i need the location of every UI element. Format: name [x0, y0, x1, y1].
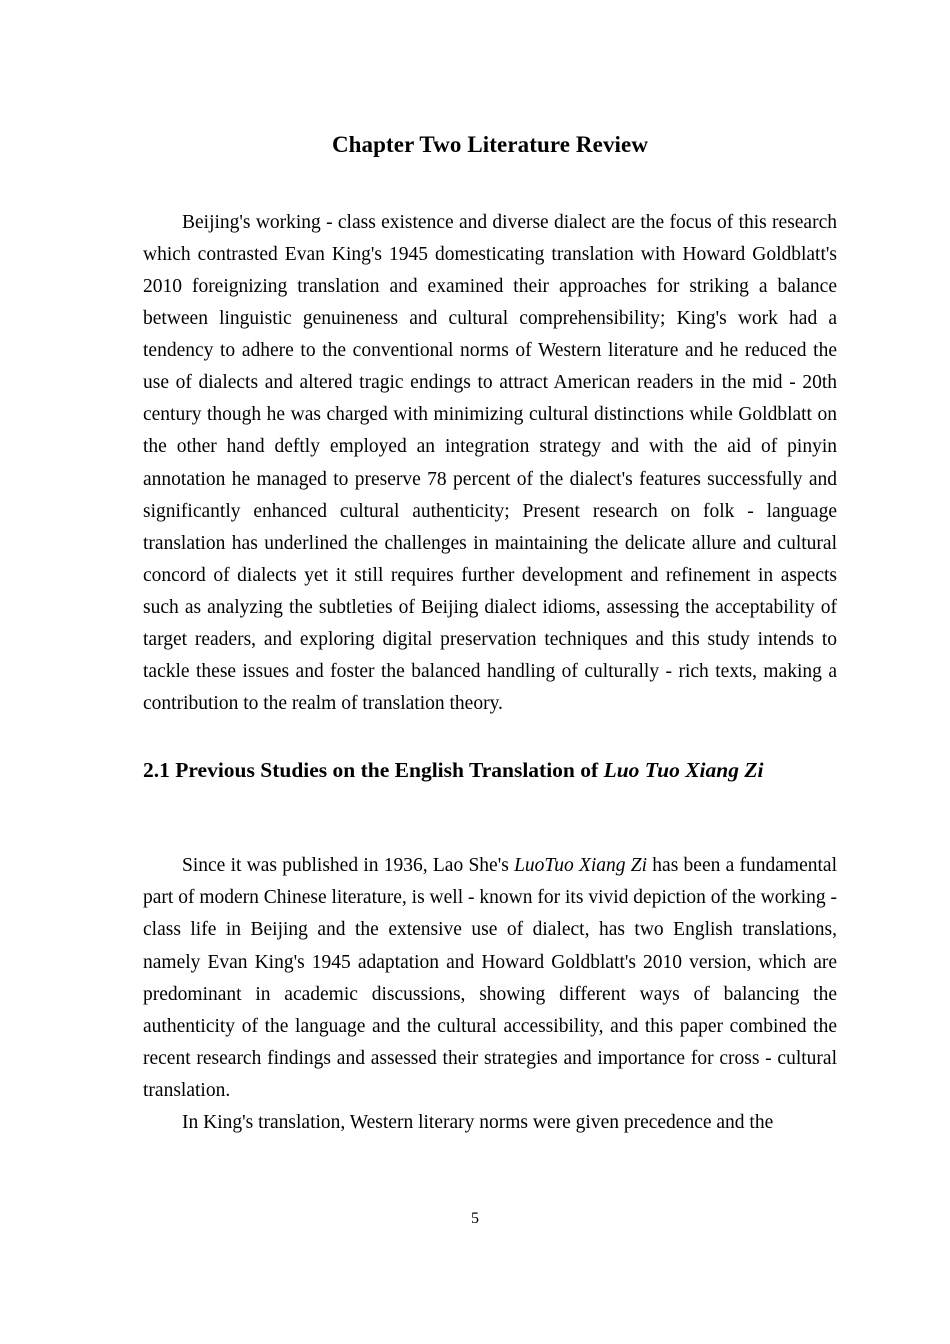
section-heading-2-1	[143, 720, 837, 795]
section-heading-italic-title: Luo Tuo Xiang Zi	[603, 758, 764, 783]
section-paragraph	[143, 850, 837, 1107]
page-number: 5	[471, 1210, 479, 1227]
chapter-title: Chapter Two Literature Review	[331, 132, 649, 157]
section-paragraph-part-2: has been a fundamental part of modern Chinese literature, is well - known for its vivid depiction of the working - class life in Beijing and the extensive use of dialect, has two English translations, namely Evan King's 1945 adaptation and Howard Goldblatt's 2010 version, which are predominant in academic discussions, showing different ways of balancing the authenticity of the language and the cultural accessibility, and this paper combined the recent research findings and assessed their strategies and importance for cross - cultural translation.	[143, 855, 837, 1101]
section-paragraph-italic-title: LuoTuo Xiang Zi	[514, 855, 648, 877]
section-heading-text: 2.1 Previous Studies on the English Translation of	[143, 758, 604, 783]
intro-paragraph: Beijing's working - class existence and diverse dialect are the focus of this research which contrasted Evan King's 1945 domesticating translation with Howard Goldblatt's 2010 foreignizing translation and examined their approaches for striking a balance between linguistic genuineness and cultural comprehensibility; King's work had a tendency to adhere to the conventional norms of Western literature and he reduced the use of dialects and altered tragic endings to attract American readers in the mid - 20th century though he was charged with minimizing cultural distinctions while Goldblatt on the other hand deftly employed an integration strategy and with the aid of pinyin annotation he managed to preserve 78 percent of the dialect's features successfully and significantly enhanced cultural authenticity; Present research on folk - language translation has underlined the challenges in maintaining the delicate allure and cultural concord of dialects yet it still requires further development and refinement in aspects such as analyzing the subtleties of Beijing dialect idioms, assessing the acceptability of target readers, and exploring digital preservation techniques and this study intends to tackle these issues and foster the balanced handling of culturally - rich texts, making a contribution to the realm of translation theory.	[143, 211, 837, 715]
final-paragraph: In King's translation, Western literary norms were given precedence and the	[182, 1112, 774, 1133]
page-content	[143, 0, 837, 1139]
section-paragraph-part-1: Since it was published in 1936, Lao She's	[182, 855, 515, 877]
